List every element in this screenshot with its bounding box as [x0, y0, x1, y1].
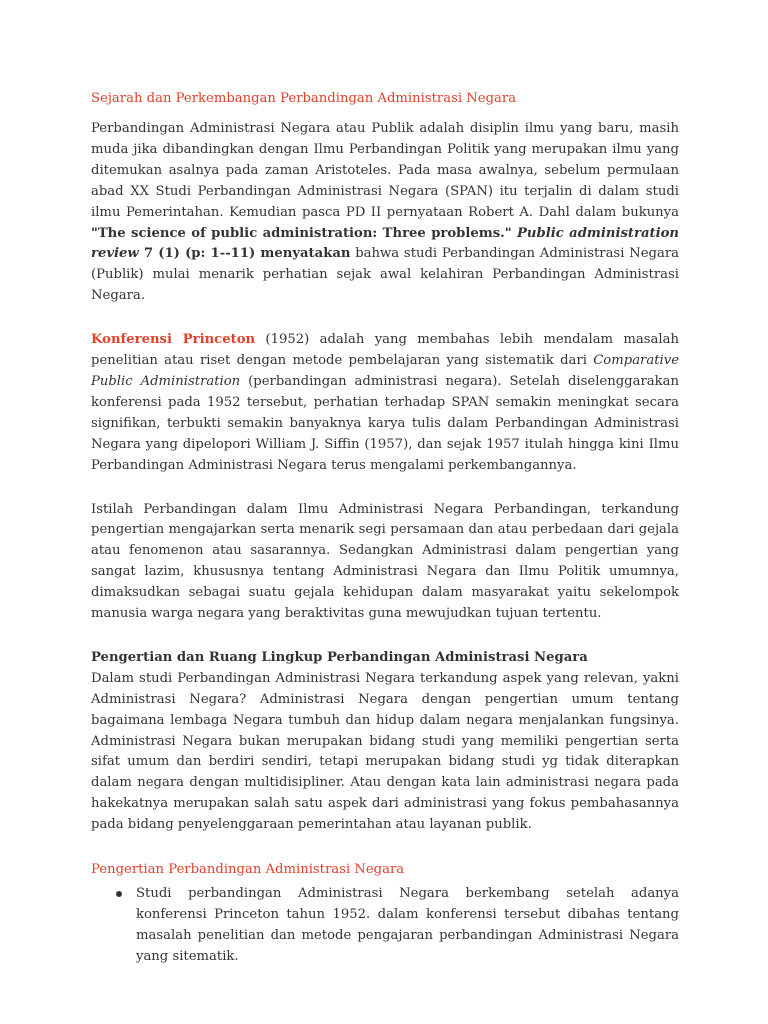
comparative-term: Comparative Public Administration [91, 353, 679, 389]
document-page [91, 88, 679, 967]
book-title: "The science of public administration: Three problems." [91, 225, 512, 241]
list-item [136, 883, 679, 967]
paragraph-definition: Istilah Perbandingan dalam Ilmu Administrasi Negara Perbandingan, terkandung pengertian mengajarkan serta menarik segi persamaan dan atau perbedaan dari gejala atau fenomenon atau sasarannya. Sedangkan Administrasi dalam pengertian yang sangat lazim, khususnya tentang Administrasi Negara dan Ilmu Politik umumnya, dimaksudkan sebagai suatu gejala kehidupan dalam masyarakat yaitu sekelompok manusia warga negara yang beraktivitas guna mewujudkan tujuan tertentu. [91, 501, 679, 622]
section-title: Sejarah dan Perkembangan Perbandingan Administrasi Negara [91, 91, 517, 106]
journal-name: Public administration review [91, 225, 679, 262]
list-item-text: Studi perbandingan Administrasi Negara berkembang setelah adanya konferensi Princeton tahun 1952. dalam konferensi tersebut dibahas tentang masalah penelitian dan metode pengajaran perbandingan Administrasi Negara yang sitematik. [136, 886, 679, 965]
paragraph-princeton [91, 330, 679, 476]
subheading-scope: Pengertian dan Ruang Lingkup Perbandingan Administrasi Negara [91, 649, 588, 665]
paragraph-scope: Dalam studi Perbandingan Administrasi Negara terkandung aspek yang relevan, yakni Administrasi Negara? Administrasi Negara dengan pengertian umum tentang bagaimana lembaga Negara tumbuh dan hidup dalam negara menjalankan fungsinya. Administrasi Negara bukan merupakan bidang studi yang memiliki pengertian serta sifat umum dan berdiri sendiri, tetapi merupakan bidang studi yg tidak diterapkan dalam negara dengan multidisipliner. Atau dengan kata lain administrasi negara pada hakekatnya merupakan salah satu aspek dari administrasi yang fokus pembahasannya pada bidang penyelenggaraan pemerintahan atau layanan publik. [91, 670, 679, 833]
paragraph-text: (perbandingan administrasi negara). Setelah diselenggarakan konferensi pada 1952 tersebut, perhatian terhadap SPAN semakin meningkat secara signifikan, terbukti semakin banyaknya karya tulis dalam Perbandingan Administrasi Negara yang dipelopori William J. Siffin (1957), dan sejak 1957 itulah hingga kini Ilmu Perbandingan Administrasi Negara terus mengalami perkembangannya. [91, 373, 679, 473]
princeton-conference-term: Konferensi Princeton [91, 332, 256, 348]
bullet-icon [116, 891, 122, 897]
journal-reference: 7 (1) (p: 1--11) menyatakan [143, 246, 351, 262]
paragraph-text: bahwa studi Perbandingan Administrasi Negara (Publik) mulai menarik perhatian sejak awal kelahiran Perbandingan Administrasi Negara. [91, 246, 679, 304]
paragraph-history [91, 119, 679, 307]
section-heading-definition: Pengertian Perbandingan Administrasi Negara [91, 862, 405, 878]
paragraph-text: (1952) adalah yang membahas lebih mendalam masalah penelitian atau riset dengan metode pembelajaran yang sistematik dari [91, 332, 679, 369]
paragraph-text: Perbandingan Administrasi Negara atau Publik adalah disiplin ilmu yang baru, masih muda jika dibandingkan dengan Ilmu Perbandingan Politik yang merupakan ilmu yang ditemukan asalnya pada zaman Aristoteles. Pada masa awalnya, sebelum permulaan abad XX Studi Perbandingan Administrasi Negara (SPAN) itu terjalin di dalam studi ilmu Pemerintahan. Kemudian pasca PD II pernyataan Robert A. Dahl dalam bukunya [91, 121, 679, 220]
bullet-list [91, 883, 679, 967]
